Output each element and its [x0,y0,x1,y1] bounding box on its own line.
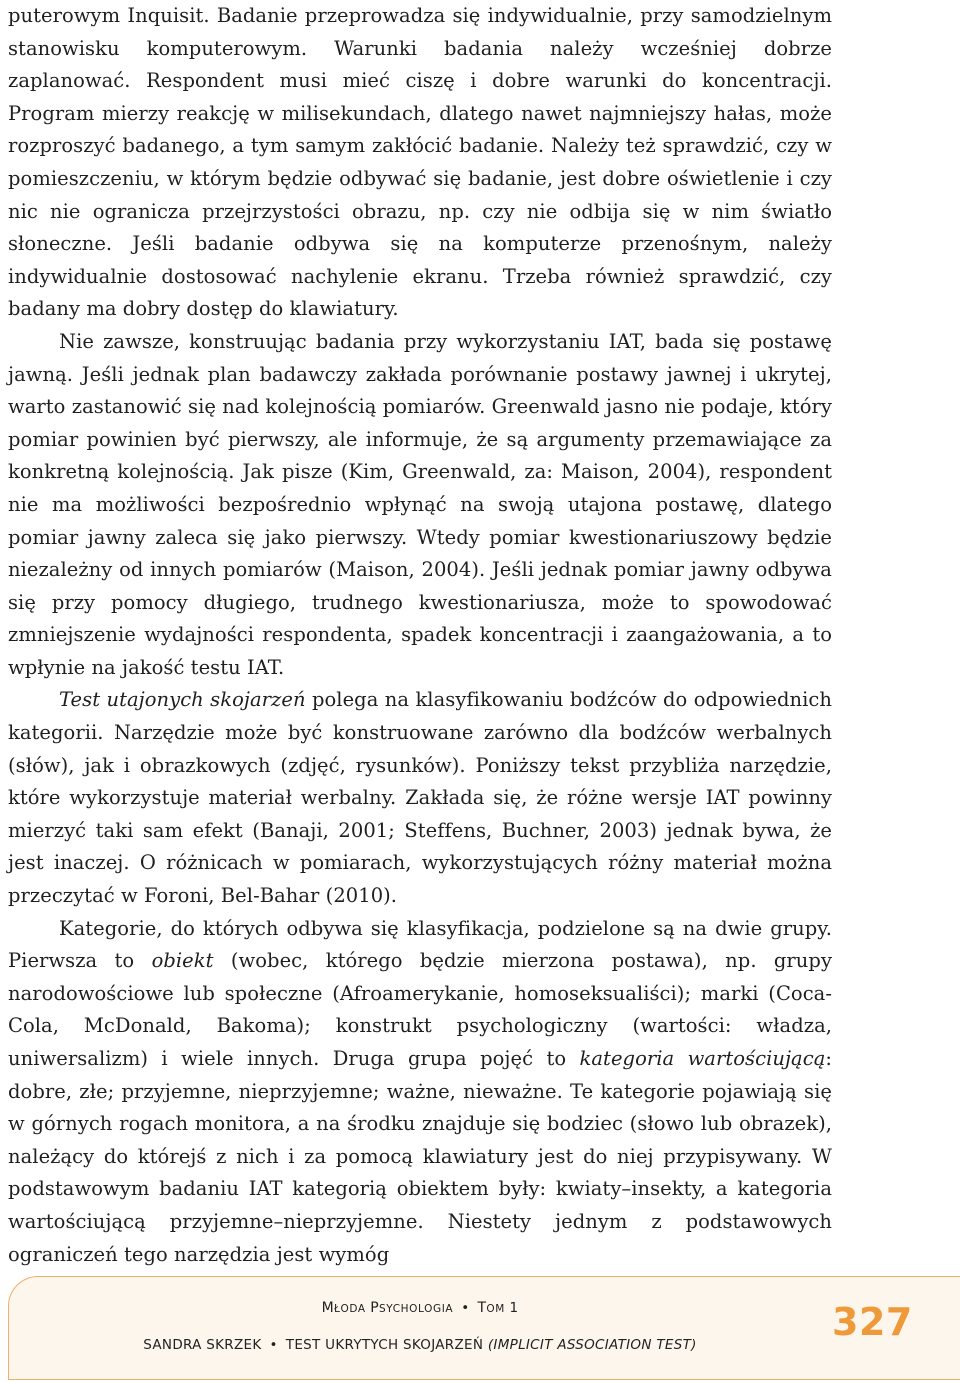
author-name: SANDRA SKRZEK [143,1337,262,1353]
italic-text: kategoria wartościującą [579,1047,826,1070]
paragraph [8,684,832,912]
body-text [8,0,832,1271]
paragraph [8,913,832,1272]
text-run: (wobec, którego będzie mierzona postawa), np. grupy narodowościowe lub społeczne (Afroamerykanie, homoseksualiści); marki (Coca-Cola, McDonald, Bakoma); konstrukt psychologiczny (wartości: władza, uniwersalizm) i wiele innych. Druga grupa pojęć to [8,949,833,1070]
text-run: Kategorie, do których odbywa się klasyfikacja, podzielone są na dwie grupy. Pierwsza to [8,916,832,973]
article-title: TEST UKRYTYCH SKOJARZEŃ [285,1337,484,1353]
italic-text: Test utajonych skojarzeń [59,688,306,712]
italic-text: obiekt [151,949,214,973]
journal-name-initial-1: M [321,1300,335,1316]
text-run: Nie zawsze, konstruując badania przy wykorzystaniu IAT, bada się postawę jawną. Jeśli jednak plan badawczy zakłada porównanie postawy jawnej i ukrytej, warto zastanowić się nad kolejnością pomiarów. Greenwald jasno nie podaje, który pomiar powinien być pierwszy, ale informuje, że są argumenty przemawiające za konkretną kolejnością. Jak pisze (Kim, Greenwald, za: Maison, 2004), respondent nie ma możliwości bezpośrednio wpłynąć na swoją utajona postawę, dlatego pomiar jawny zaleca się jako pierwszy. Wtedy pomiar kwestionariuszowy będzie niezależny od innych pomiarów (Maison, 2004). Jeśli jednak pomiar jawny odbywa się przy pomocy długiego, trudnego kwestionariusza, może to spowodować zmniejszenie wydajności respondenta, spadek koncentracji i zaangażowania, a to wpłynie na jakość testu IAT. [8,329,832,679]
text-run: polega na klasyfikowaniu bodźców do odpowiednich kategorii. Narzędzie może być konstruowane zarówno dla bodźców werbalnych (słów), jak i obrazkowych (zdjęć, rysunków). Poniższy tekst przybliża narzędzie, które wykorzystuje materiał werbalny. Zakłada się, że różne wersje IAT powinny mierzyć taki sam efekt (Banaji, 2001; Steffens, Buchner, 2003) jednak bywa, że jest inaczej. O różnicach w pomiarach, wykorzystujących różny materiał można przeczytać w Foroni, Bel-Bahar (2010). [8,688,832,908]
page-number: 327 [832,1300,913,1344]
text-run: puterowym Inquisit. Badanie przeprowadza się indywidualnie, przy samodzielnym stanowisku komputerowym. Warunki badania należy wcześniej dobrze zaplanować. Respondent musi mieć ciszę i dobre warunki do koncentracji. Program mierzy reakcję w milisekundach, dlatego nawet najmniejszy hałas, może rozproszyć badanego, a tym samym zakłócić badanie. Należy też sprawdzić, czy w pomieszczeniu, w którym będzie odbywać się badanie, jest dobre oświetlenie i czy nic nie ogranicza przejrzystości obrazu, np. czy nie odbija się w nim światło słoneczne. Jeśli badanie odbywa się na komputerze przenośnym, należy indywidualnie dostosować nachylenie ekranu. Trzeba również sprawdzić, czy badany ma dobry dostęp do klawiatury. [8,4,832,321]
article-separator: • [269,1337,278,1353]
volume-rest: OM [486,1303,505,1315]
article-subtitle: (IMPLICIT ASSOCIATION TEST) [487,1337,697,1353]
journal-separator: • [461,1300,470,1316]
volume-initial: T [477,1300,487,1316]
volume-number: 1 [509,1300,519,1316]
text-run: : dobre, złe; przyjemne, nieprzyjemne; ważne, nieważne. Te kategorie pojawiają się w górnych rogach monitora, a na środku znajduje się bodziec (słowo lub obrazek), należący do którejś z nich i za pomocą klawiatury jest do niej przypisywany. W podstawowym badaniu IAT kategorią obiektem były: kwiaty–insekty, a kategoria wartościującą przyjemne–nieprzyjemne. Niestety jednym z podstawowych ograniczeń tego narzędzia jest wymóg [8,1047,833,1266]
journal-name-initial-2: P [370,1300,380,1316]
journal-name-rest-2: SYCHOLOGIA [379,1303,454,1315]
journal-info [0,1300,840,1316]
journal-name-rest-1: ŁODA [334,1303,366,1315]
paragraph [8,326,832,685]
article-info [0,1337,840,1353]
footer-banner [8,1276,960,1380]
paragraph [8,0,832,326]
